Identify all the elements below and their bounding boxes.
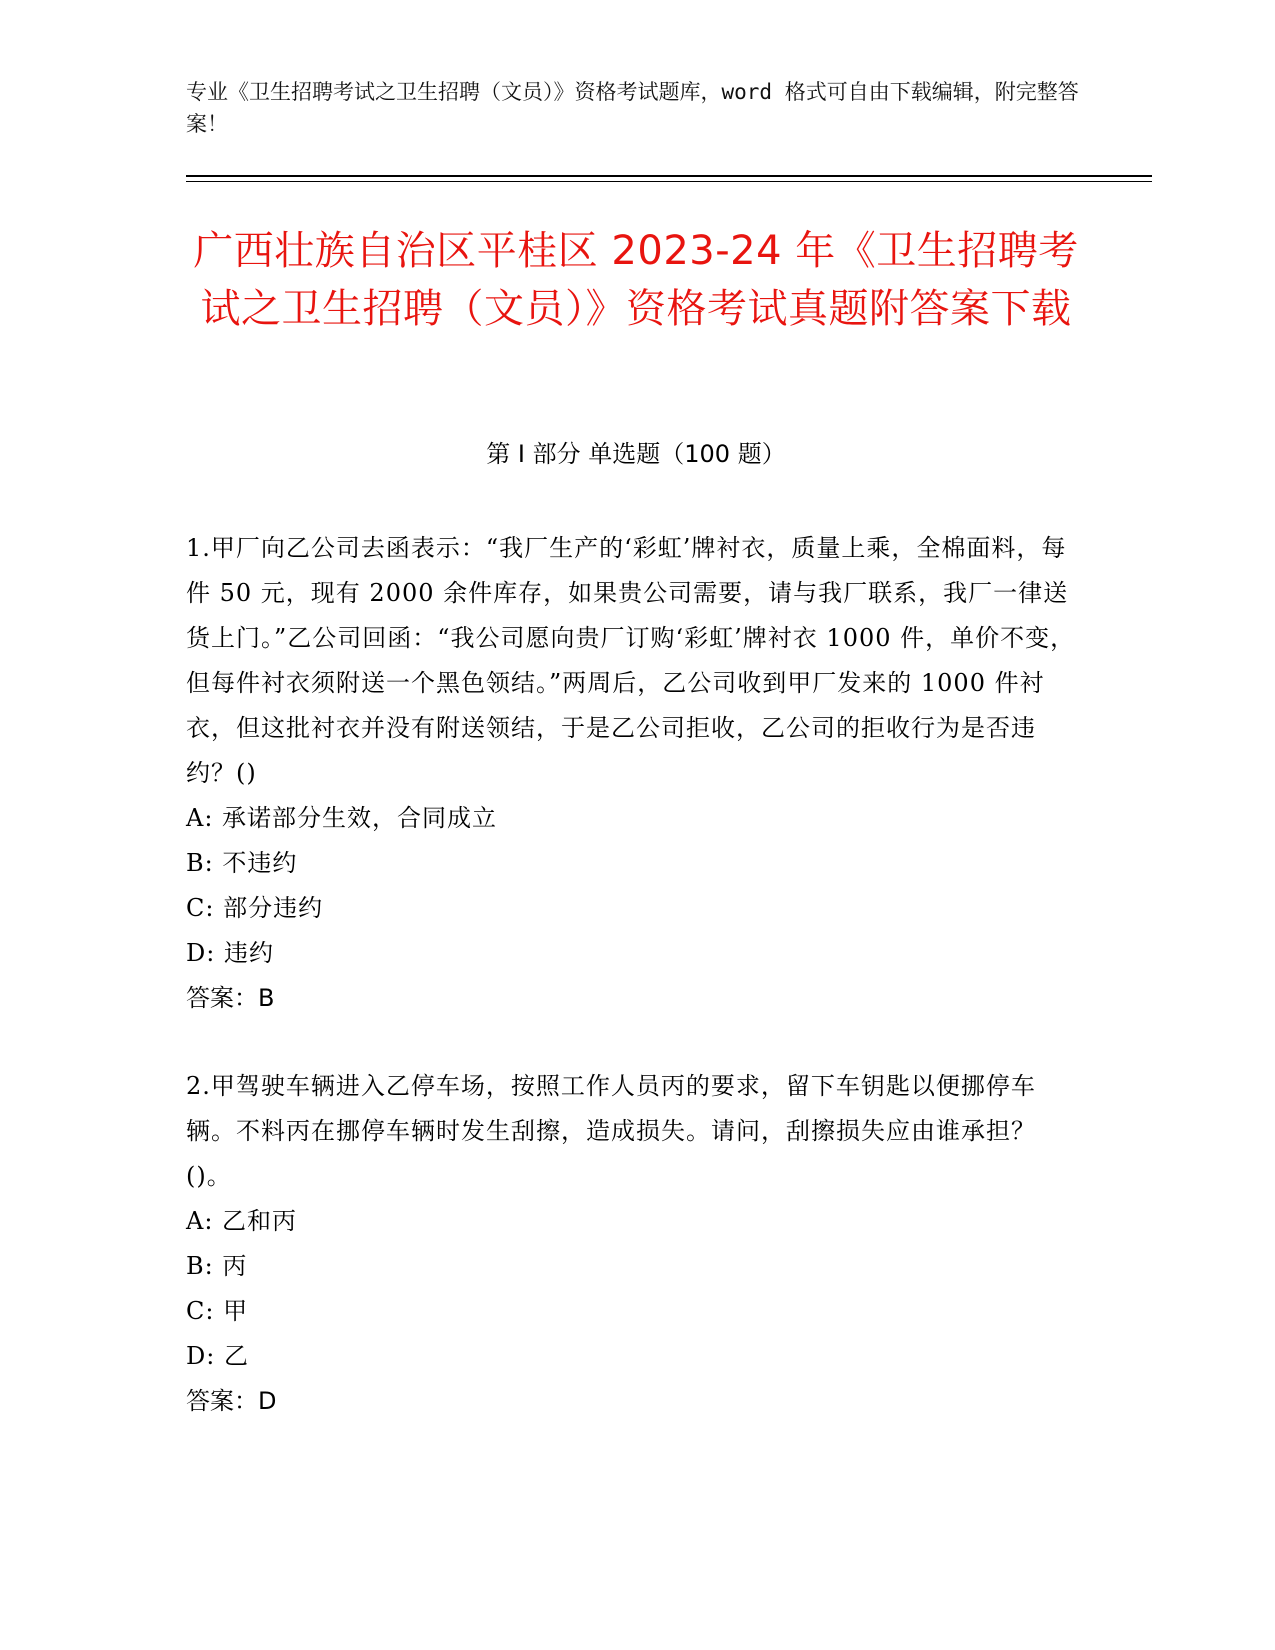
answer-text: 答案：D	[186, 1387, 277, 1415]
option-c: C: 甲	[186, 1297, 249, 1325]
document-title: 广西壮族自治区平桂区 2023-24 年《卫生招聘考试之卫生招聘（文员）》资格考试真题附答案下载	[193, 228, 1079, 332]
question-stem: 1.甲厂向乙公司去函表示：“我厂生产的‘彩虹’牌衬衣，质量上乘，全棉面料，每件 50 元，现有 2000 余件库存，如果贵公司需要，请与我厂联系，我厂一律送货上门。”乙公司回函：“我公司愿向贵厂订购‘彩虹’牌衬衣 1000 件，单价不变，但每件衬衣须附送一个黑色领结。”两周后，乙公司收到甲厂发来的 1000 件衬衣，但这批衬衣并没有附送领结，于是乙公司拒收，乙公司的拒收行为是否违约？()	[186, 534, 1076, 787]
question-stem: 2.甲驾驶车辆进入乙停车场，按照工作人员丙的要求，留下车钥匙以便挪停车辆。不料丙在挪停车辆时发生刮擦，造成损失。请问，刮擦损失应由谁承担？()。	[186, 1072, 1036, 1190]
option-d: D: 违约	[186, 939, 274, 967]
question-block	[186, 526, 1076, 1021]
option-b: B: 不违约	[186, 849, 298, 877]
header-divider-thin	[186, 181, 1152, 182]
option-b: B: 丙	[186, 1252, 248, 1280]
question-block	[186, 1064, 1076, 1424]
option-c: C: 部分违约	[186, 894, 324, 922]
option-d: D: 乙	[186, 1342, 249, 1370]
section-heading: 第 I 部分 单选题（100 题）	[486, 440, 786, 468]
answer-text: 答案：B	[186, 984, 275, 1012]
option-a: A: 承诺部分生效，合同成立	[186, 804, 498, 832]
option-a: A: 乙和丙	[186, 1207, 298, 1235]
header-divider-thick	[186, 175, 1152, 177]
header-note: 专业《卫生招聘考试之卫生招聘（文员）》资格考试题库，word 格式可自由下载编辑，附完整答案！	[186, 80, 1079, 136]
